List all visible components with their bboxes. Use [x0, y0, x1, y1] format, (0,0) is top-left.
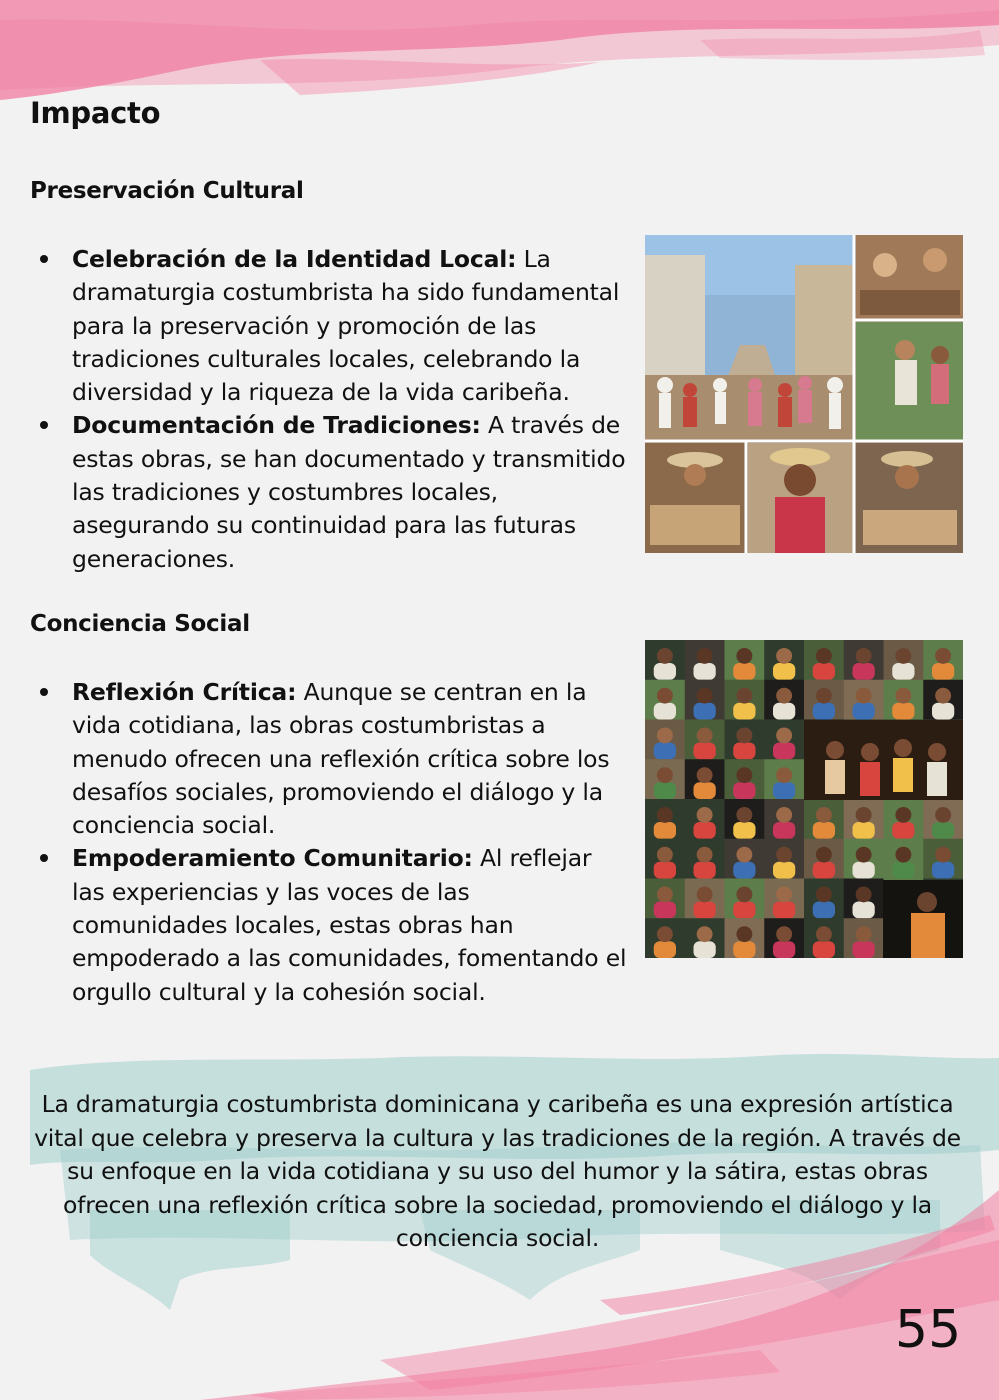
item-text: A través de estas obras, se han documentado y transmitido las tradiciones y costumbres locales, asegurando su continuidad para las futuras generaciones. — [72, 411, 626, 573]
page-number: 55 — [895, 1300, 962, 1360]
cultural-collage-image — [645, 235, 963, 553]
item-label: Empoderamiento Comunitario: — [72, 844, 473, 873]
item-label: Celebración de la Identidad Local: — [72, 245, 517, 273]
preservacion-cultural-list — [30, 243, 630, 576]
list-item — [30, 409, 630, 575]
conciencia-social-list — [30, 676, 630, 1009]
item-text: Aunque se centran en la vida cotidiana, las obras costumbristas a menudo ofrecen una reflexión crítica sobre los desafíos sociales, promoviendo el diálogo y la conciencia social. — [72, 678, 610, 840]
page-title: Impacto — [30, 96, 161, 130]
list-item — [30, 842, 630, 1008]
section-heading-conciencia-social: Conciencia Social — [30, 611, 250, 637]
list-item — [30, 243, 630, 409]
community-portraits-collage-image — [645, 640, 963, 958]
closing-paragraph: La dramaturgia costumbrista dominicana y caribeña es una expresión artística vital que celebra y preserva la cultura y las tradiciones de la región. A través de su enfoque en la vida cotidiana y su uso del humor y la sátira, estas obras ofrecen una reflexión crítica sobre la sociedad, promoviendo el diálogo y la conciencia social. — [34, 1090, 961, 1252]
section-heading-preservacion-cultural: Preservación Cultural — [30, 178, 304, 204]
item-text: Al reflejar las experiencias y las voces de las comunidades locales, estas obras han empoderado a las comunidades, fomentando el orgullo cultural y la cohesión social. — [72, 844, 627, 1006]
item-label: Documentación de Tradiciones: — [72, 411, 481, 440]
list-item — [30, 676, 630, 842]
item-label: Reflexión Crítica: — [72, 678, 297, 706]
item-text: La dramaturgia costumbrista ha sido fundamental para la preservación y promoción de las tradiciones culturales locales, celebrando la diversidad y la riqueza de la vida caribeña. — [72, 245, 620, 407]
